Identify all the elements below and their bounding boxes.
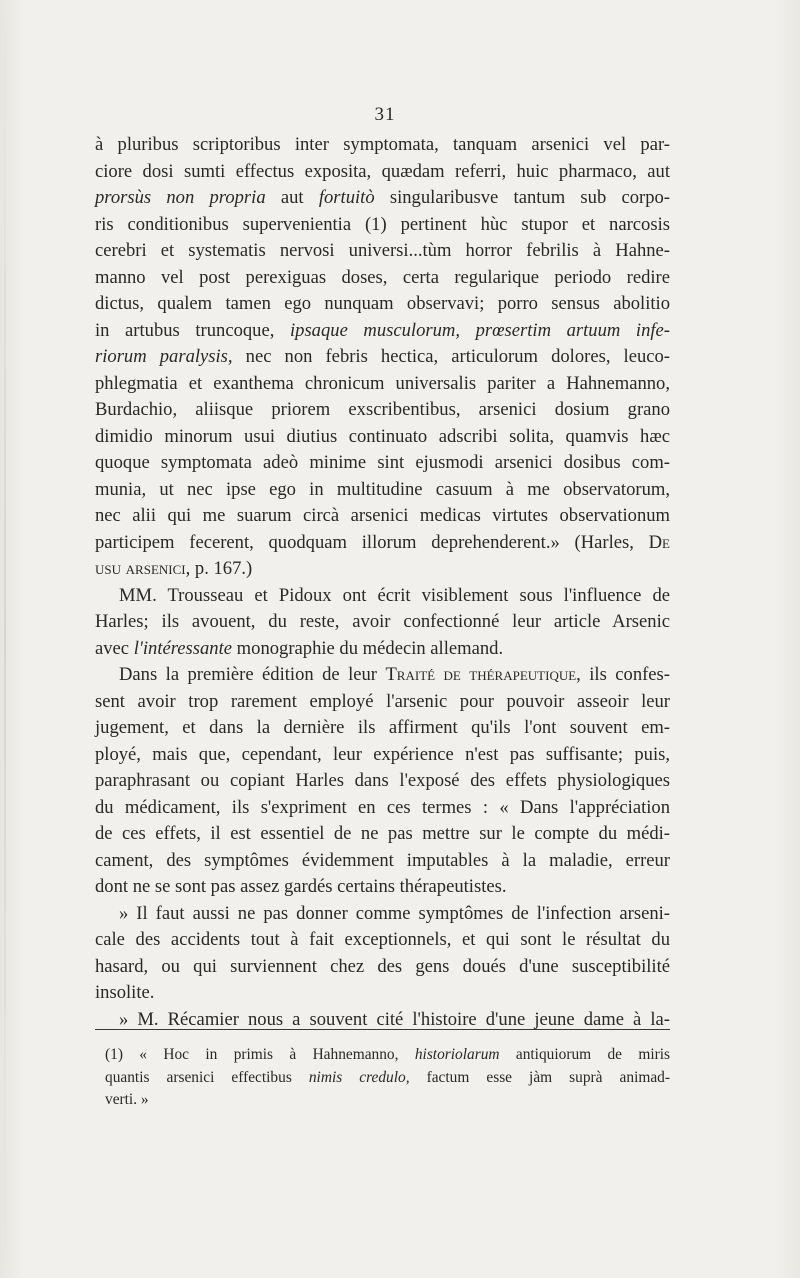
text-line: phlegmatia et exanthema chronicum universalis pariter a Hahnemanno, xyxy=(95,372,670,394)
footnote-line: quantis arsenici effectibus nimis credulo, factum esse jàm suprà animad- xyxy=(105,1068,670,1086)
text-line: dont ne se sont pas assez gardés certains thérapeutistes. xyxy=(95,876,507,897)
text-line: hasard, ou qui surviennent chez des gens doués d'une susceptibilité xyxy=(95,955,670,977)
text-line: Dans la première édition de leur Traité de thérapeutique, ils confes- xyxy=(119,664,670,685)
text-line: munia, ut nec ipse ego in multitudine casuum à me observatorum, xyxy=(95,478,670,500)
scan-edge-shadow xyxy=(4,0,6,1278)
text-line: du médicament, ils s'expriment en ces termes : « Dans l'appréciation xyxy=(95,796,670,818)
text-line: cerebri et systematis nervosi universi...tùm horror febrilis à Hahne- xyxy=(95,240,670,261)
text-line: insolite. xyxy=(95,982,155,1003)
text-line: prorsùs non propria aut fortuitò singularibusve tantum sub corpo- xyxy=(95,187,671,208)
text-line: participem fecerent, quodquam illorum deprehenderent.» (Harles, De xyxy=(95,531,670,553)
footnote-separator xyxy=(95,1029,670,1030)
text-line: dictus, qualem tamen ego nunquam observavi; porro sensus abolitio xyxy=(95,293,670,314)
text-line: riorum paralysis, nec non febris hectica, articulorum dolores, leuco- xyxy=(95,346,670,367)
text-line: quoque symptomata adeò minime sint ejusmodi arsenici dosibus com- xyxy=(95,452,670,473)
text-line: paraphrasant ou copiant Harles dans l'exposé des effets physiologiques xyxy=(95,770,670,791)
text-line: » Il faut aussi ne pas donner comme symptômes de l'infection arseni- xyxy=(119,902,670,924)
text-line: dimidio minorum usui diutius continuato adscribi solita, quamvis hæc xyxy=(95,425,670,447)
text-line: avec l'intéressante monographie du médecin allemand. xyxy=(95,637,504,659)
text-line: Harles; ils avouent, du reste, avoir confectionné leur article Arsenic xyxy=(95,611,670,632)
text-line: nec alii qui me suarum circà arsenici medicas virtutes observationum xyxy=(95,505,670,526)
text-line: in artubus truncoque, ipsaque musculorum, prœsertim artuum infe- xyxy=(95,319,670,341)
body-text xyxy=(95,132,670,1033)
text-line: MM. Trousseau et Pidoux ont écrit visiblement sous l'influence de xyxy=(119,584,670,606)
text-line: ris conditionibus supervenientia (1) pertinent hùc stupor et narcosis xyxy=(95,213,670,235)
text-line: » M. Récamier nous a souvent cité l'histoire d'une jeune dame à la- xyxy=(119,1008,670,1030)
text-line: de ces effets, il est essentiel de ne pas mettre sur le compte du médi- xyxy=(95,823,670,844)
text-line: sent avoir trop rarement employé l'arsenic pour pouvoir asseoir leur xyxy=(95,690,670,712)
text-line: jugement, et dans la dernière ils affirment qu'ils l'ont souvent em- xyxy=(95,717,670,738)
text-line: à pluribus scriptoribus inter symptomata, tanquam arsenici vel par- xyxy=(95,134,670,155)
footnote xyxy=(105,1044,670,1112)
text-line: cament, des symptômes évidemment imputables à la maladie, erreur xyxy=(95,849,670,871)
text-line: manno vel post perexiguas doses, certa regularique periodo redire xyxy=(95,266,670,288)
footnote-line: (1) « Hoc in primis à Hahnemanno, historiolarum antiquiorum de miris xyxy=(105,1046,670,1063)
text-line: Burdachio, aliisque priorem exscribentibus, arsenici dosium grano xyxy=(95,399,670,420)
text-line: usu arsenici, p. 167.) xyxy=(95,558,253,579)
text-line: ciore dosi sumti effectus exposita, quædam referri, huic pharmaco, aut xyxy=(95,160,670,182)
text-line: ployé, mais que, cependant, leur expérience n'est pas suffisante; puis, xyxy=(95,743,670,765)
page-number: 31 xyxy=(374,104,396,125)
footnote-line: verti. » xyxy=(105,1091,149,1108)
text-line: cale des accidents tout à fait exceptionnels, et qui sont le résultat du xyxy=(95,929,670,950)
